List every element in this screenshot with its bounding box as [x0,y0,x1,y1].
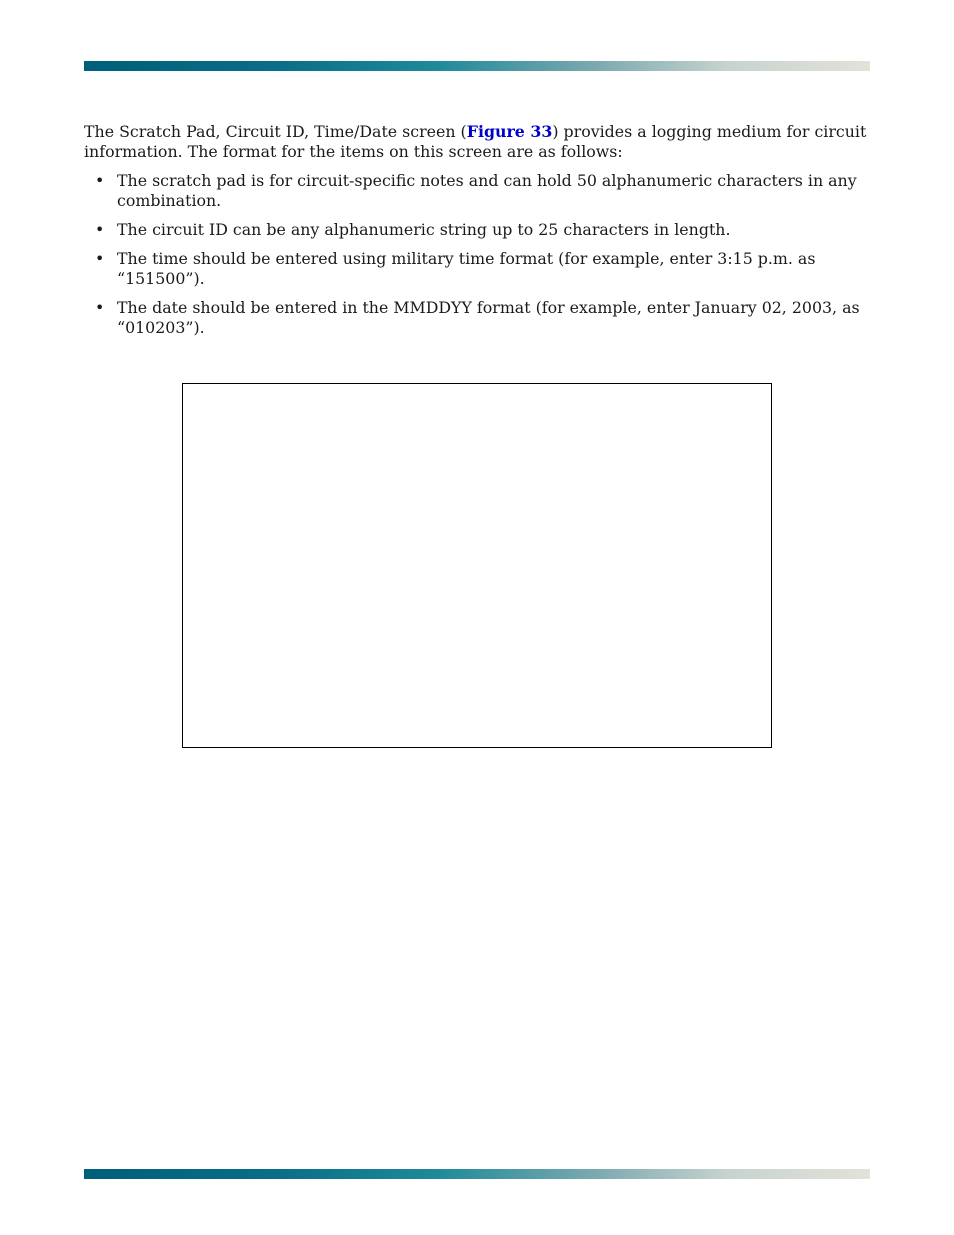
list-item-text: The date should be entered in the MMDDYY format (for example, enter January 02, 2003, as “010203”). [117,298,860,337]
list-item [84,171,870,211]
body-text [84,122,870,347]
list-item-text: The scratch pad is for circuit-specific notes and can hold 50 alphanumeric characters in any combination. [117,171,857,210]
list-item-text: The circuit ID can be any alphanumeric string up to 25 characters in length. [117,220,731,239]
footer-rule [84,1169,870,1179]
figure-33-link[interactable]: Figure 33 [466,122,553,141]
list-item [84,249,870,289]
list-item [84,298,870,338]
bullet-icon: • [95,171,105,190]
header-rule [84,61,870,71]
intro-text-start: The Scratch Pad, Circuit ID, Time/Date screen ( [84,122,467,141]
bullet-icon: • [95,298,105,317]
intro-text-end: ) provides a logging medium for circuit information. The format for the items on this screen are as follows: [84,122,867,161]
intro-paragraph [84,122,870,162]
bullet-icon: • [95,249,105,268]
format-list [84,171,870,338]
bullet-icon: • [95,220,105,239]
list-item-text: The time should be entered using military time format (for example, enter 3:15 p.m. as “151500”). [117,249,816,288]
list-item [84,220,870,240]
figure-placeholder-frame [182,383,772,748]
